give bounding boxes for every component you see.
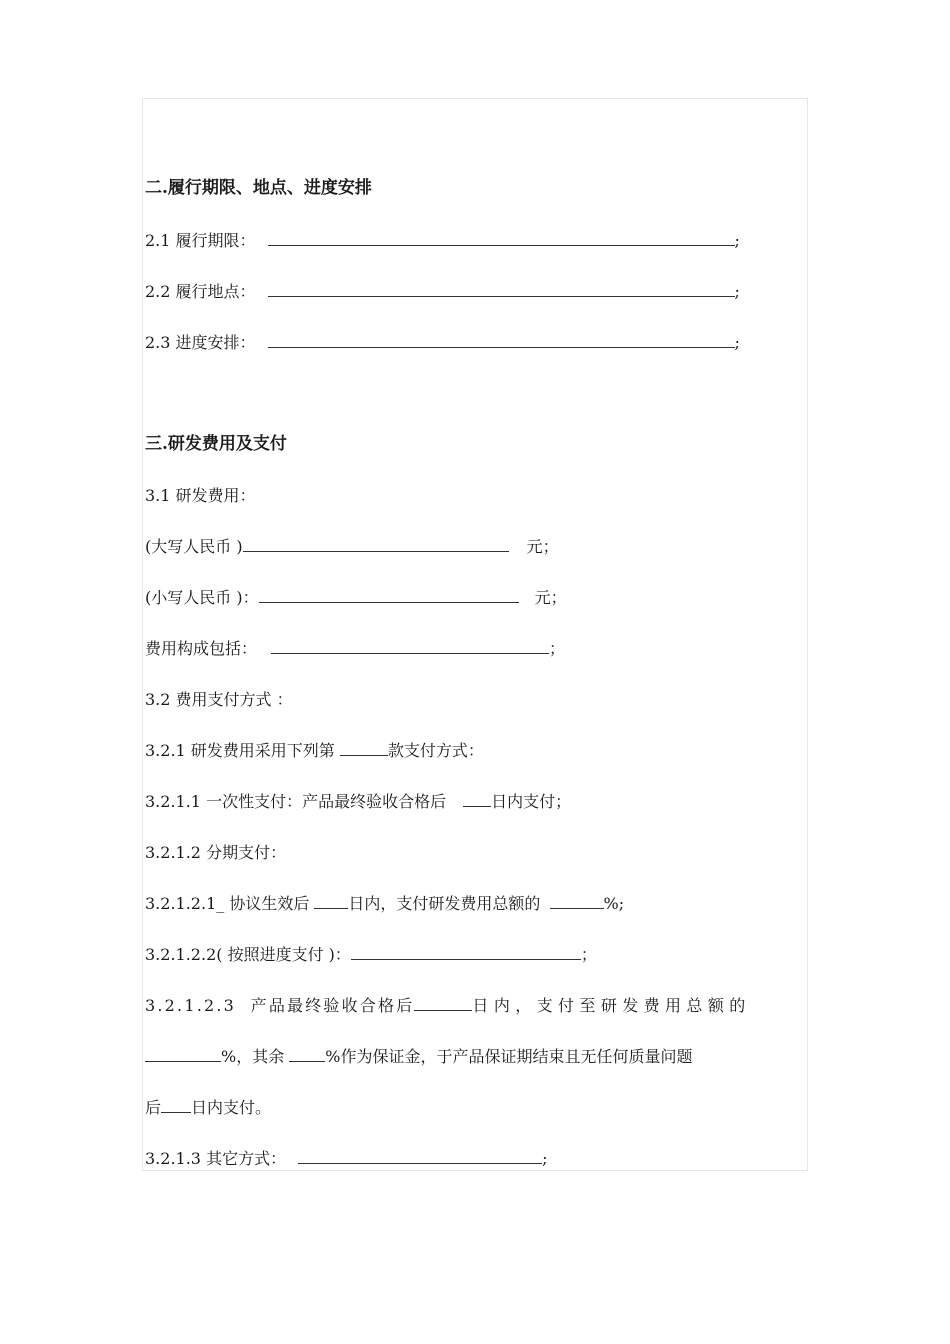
clause-3-2: 3.2 费用支付方式 ： [145, 690, 293, 709]
composition-label: 费用构成包括： [145, 639, 258, 658]
clause-3-2-1-2-2 [145, 944, 597, 966]
clause-3-2-1-tail: 款支付方式： [387, 741, 484, 760]
clause-3-2-1-2-3-rest: %，其余 [221, 1047, 290, 1066]
lower-amount-line [145, 587, 567, 609]
clause-3-2-1-2-3-cont [145, 1046, 693, 1068]
clause-3-2-1-2-3-after: 后 [145, 1098, 162, 1117]
clause-3-2-1 [145, 740, 484, 762]
clause-3-2-1-2-2-text: 3.2.1.2.2( 按照进度支付 )： [145, 945, 351, 964]
payment-option-field[interactable] [340, 741, 388, 756]
lower-amount-unit: 元； [534, 588, 567, 607]
clause-2-1-label: 2.1 履行期限： [145, 231, 256, 250]
clause-3-2-1-2-1 [145, 893, 624, 915]
section-3-heading: 三.研发费用及支付 [145, 434, 287, 454]
progress-payment-field[interactable] [351, 945, 581, 960]
clause-3-2-1-2-1-text: 3.2.1.2.1_ 协议生效后 [145, 894, 315, 913]
clause-3-2-1-2-3-end [145, 1097, 271, 1119]
clause-3-2-1-2-1-tail: %; [603, 894, 625, 913]
clause-3-2-1-2-3 [145, 995, 751, 1017]
deposit-percent-field[interactable] [289, 1047, 325, 1062]
schedule-field[interactable] [268, 333, 735, 348]
section-2-heading: 二.履行期限、地点、进度安排 [145, 178, 372, 198]
clause-3-1: 3.1 研发费用： [145, 486, 256, 505]
clause-2-3 [145, 332, 740, 354]
punctuation: ; [734, 333, 740, 352]
clause-2-3-label: 2.3 进度安排： [145, 333, 256, 352]
clause-3-2-1-1-text: 3.2.1.1 一次性支付：产品最终验收合格后 [145, 792, 452, 811]
deposit-days-field[interactable] [161, 1098, 191, 1113]
capital-amount-unit: 元； [526, 537, 559, 556]
clause-2-2-label: 2.2 履行地点： [145, 282, 256, 301]
lower-amount-field[interactable] [259, 588, 519, 603]
lower-amount-label: (小写人民币 )： [145, 588, 259, 607]
clause-3-2-1-2-3-text: 3.2.1.2.3 产品最终验收合格后 [145, 996, 415, 1015]
other-method-field[interactable] [298, 1149, 542, 1164]
clause-3-2-1-text: 3.2.1 研发费用采用下列第 [145, 741, 340, 760]
performance-location-field[interactable] [268, 282, 735, 297]
capital-amount-line [145, 536, 559, 558]
clause-3-2-1-3 [145, 1148, 547, 1170]
clause-3-2-1-2-3-deposit: %作为保证金，于产品保证期结束且无任何质量问题 [325, 1047, 693, 1066]
composition-line [145, 638, 565, 660]
clause-3-2-1-2: 3.2.1.2 分期支付： [145, 843, 287, 862]
punctuation: ； [549, 639, 566, 658]
capital-amount-label: (大写人民币 ) [145, 537, 243, 556]
punctuation: ; [734, 282, 740, 301]
composition-field[interactable] [271, 639, 549, 654]
clause-3-2-1-2-3-final: 日内支付。 [191, 1098, 272, 1117]
punctuation: ； [580, 945, 597, 964]
installment-percent-field[interactable] [550, 894, 604, 909]
performance-period-field[interactable] [268, 231, 735, 246]
lump-sum-days-field[interactable] [463, 792, 491, 807]
installment-days-field[interactable] [314, 894, 348, 909]
final-payment-days-field[interactable] [414, 996, 472, 1011]
clause-3-2-1-1-tail: 日内支付； [491, 792, 572, 811]
capital-amount-field[interactable] [243, 537, 509, 552]
clause-3-2-1-2-1-mid: 日内，支付研发费用总额的 [348, 894, 546, 913]
clause-2-2 [145, 281, 740, 303]
punctuation: ; [734, 231, 740, 250]
clause-3-2-1-1 [145, 791, 571, 813]
clause-2-1 [145, 230, 740, 252]
final-payment-percent-field[interactable] [145, 1047, 221, 1062]
clause-3-2-1-2-3-mid: 日内，支付至研发费用总额的 [472, 996, 751, 1015]
punctuation: ; [542, 1149, 548, 1168]
clause-3-2-1-3-text: 3.2.1.3 其它方式： [145, 1149, 287, 1168]
